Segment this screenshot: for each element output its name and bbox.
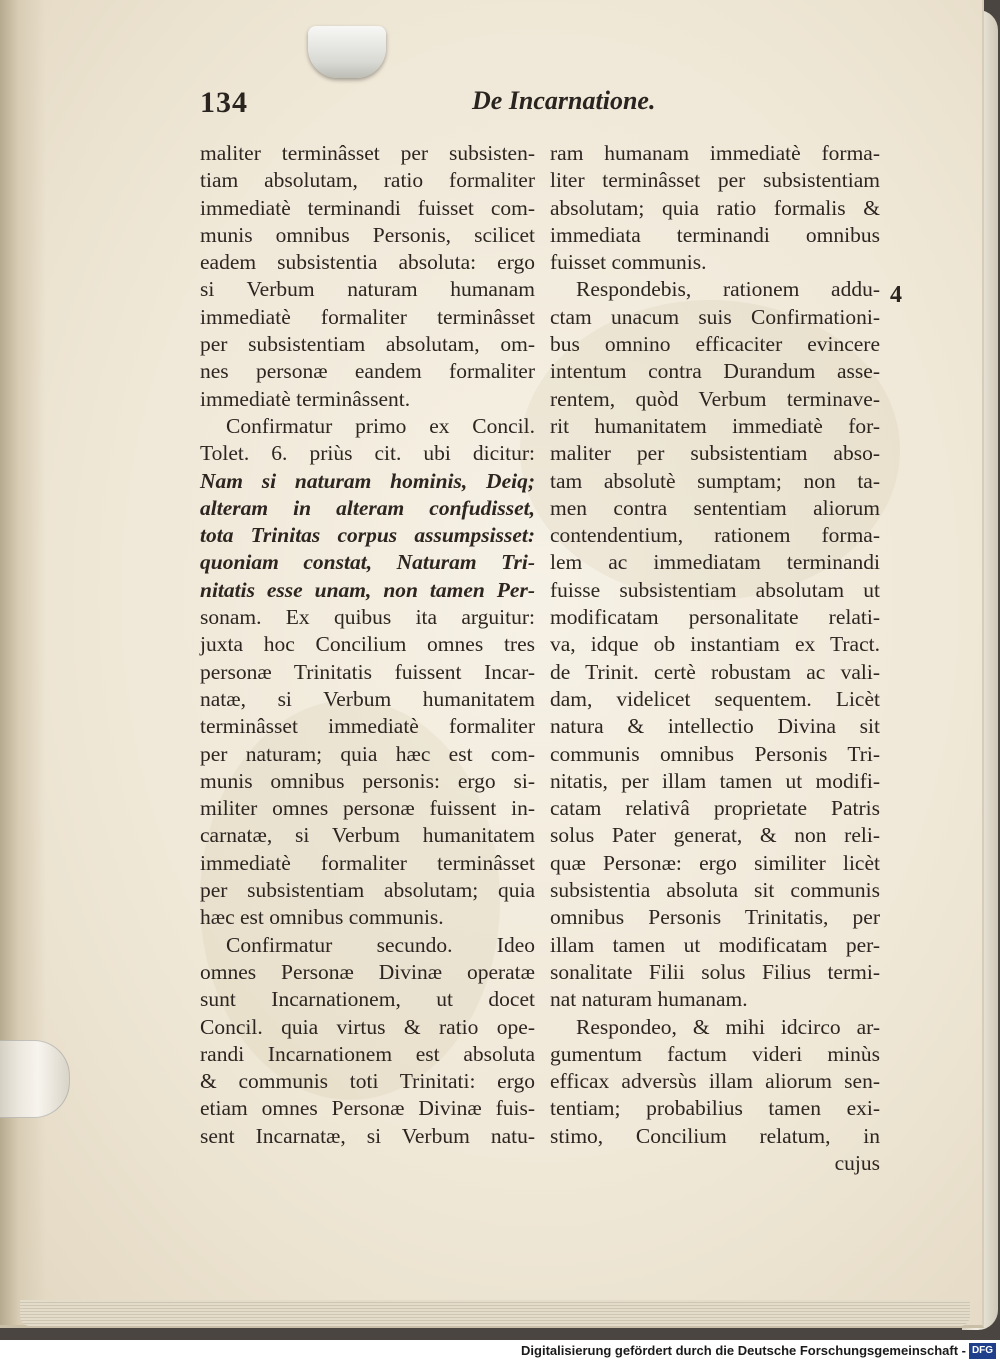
text-line: immediatè terminâssent. — [200, 386, 411, 411]
text-line: solus Pater generat, & non reli- — [550, 823, 880, 848]
text-line: va, idque ob instantiam ex Tract. — [550, 632, 880, 657]
right-column — [550, 140, 880, 1177]
left-column — [200, 140, 535, 1150]
quote-line: alteram in alteram confudisset, — [200, 495, 535, 520]
page-clip-left — [0, 1040, 70, 1118]
text-line: per naturam; quia hæc est com- — [200, 741, 535, 766]
quote-line: tota Trinitas corpus assumpsisset: — [200, 523, 535, 548]
text-line: per subsistentiam absolutam; quia — [200, 878, 535, 903]
text-line: immediatè formaliter terminâsset — [200, 304, 535, 329]
text-line: munis omnibus Personis, scilicet — [200, 222, 535, 247]
text-line: Tolet. 6. priùs cit. ubi dicitur: — [200, 441, 535, 466]
text-line: juxta hoc Concilium omnes tres — [200, 632, 535, 657]
text-line: randi Incarnationem est absoluta — [200, 1041, 535, 1066]
text-line: absolutam; quia ratio formalis & — [550, 195, 880, 220]
text-line: carnatæ, si Verbum humanitatem — [200, 823, 535, 848]
text-line: Respondebis, rationem addu- — [576, 277, 880, 302]
text-line: immediata terminandi omnibus — [550, 222, 880, 247]
text-line: communis omnibus Personis Tri- — [550, 741, 880, 766]
text-line: sonam. Ex quibus ita arguitur: — [200, 605, 535, 630]
dfg-logo: DFG — [969, 1343, 996, 1359]
text-line: sunt Incarnationem, ut docet — [200, 987, 535, 1012]
text-line: intentum contra Durandum asse- — [550, 359, 880, 384]
text-line: per subsistentiam absolutam, om- — [200, 332, 535, 357]
text-line: etiam omnes Personæ Divinæ fuis- — [200, 1096, 535, 1121]
page-stack-edge — [20, 1300, 970, 1326]
running-title: De Incarnatione. — [472, 86, 656, 115]
quote-line: quoniam constat, Naturam Tri- — [200, 550, 535, 575]
text-line: eadem subsistentia absoluta: ergo — [200, 250, 535, 275]
text-line: omnibus Personis Trinitatis, per — [550, 905, 880, 930]
text-line: subsistentia absoluta sit communis — [550, 878, 880, 903]
text-line: maliter terminâsset per subsisten- — [200, 141, 535, 165]
text-line: sonalitate Filii solus Filius termi- — [550, 959, 880, 984]
text-line: terminâsset immediatè formaliter — [200, 714, 535, 739]
text-line: de Trinit. certè robustam ac vali- — [550, 659, 880, 684]
text-line: nitatis, per illam tamen ut modifi- — [550, 768, 880, 793]
text-line: maliter per subsistentiam abso- — [550, 441, 880, 466]
text-line: militer omnes personæ fuissent in- — [200, 796, 535, 821]
text-line: fuisse subsistentiam absolutam ut — [550, 577, 880, 602]
text-line: immediatè terminandi fuisset com- — [200, 195, 535, 220]
running-header — [200, 80, 670, 130]
text-line: personæ Trinitatis fuissent Incar- — [200, 659, 535, 684]
quote-line: nitatis esse unam, non tamen Per- — [200, 577, 535, 602]
catchword: cujus — [834, 1150, 880, 1175]
text-line: men contra sententiam aliorum — [550, 495, 880, 520]
text-line: catam relativâ proprietate Patris — [550, 796, 880, 821]
text-line: gumentum factum videri minùs — [550, 1041, 880, 1066]
text-line: immediatè formaliter terminâsset — [200, 850, 535, 875]
text-line: efficax adversùs illam aliorum sen- — [550, 1069, 880, 1094]
text-line: illam tamen ut modificatam per- — [550, 932, 880, 957]
text-line: Confirmatur secundo. Ideo — [226, 932, 535, 957]
text-line: ram humanam immediatè forma- — [550, 141, 880, 165]
text-line: Confirmatur primo ex Concil. — [226, 413, 535, 438]
funding-note: Digitalisierung gefördert durch die Deutsche Forschungsgemeinschaft - — [521, 1343, 966, 1358]
text-line: contendentium, rationem forma- — [550, 523, 880, 548]
text-line: si Verbum naturam humanam — [200, 277, 535, 302]
text-line: & communis toti Trinitati: ergo — [200, 1069, 535, 1094]
text-line: tentiam; probabilius tamen exi- — [550, 1096, 880, 1121]
text-line: sent Incarnatæ, si Verbum natu- — [200, 1123, 535, 1148]
text-line: quæ Personæ: ergo similiter licèt — [550, 850, 880, 875]
text-line: nat naturam humanam. — [550, 987, 748, 1012]
text-line: rentem, quòd Verbum terminave- — [550, 386, 880, 411]
text-line: ctam unacum suis Confirmationi- — [550, 304, 880, 329]
text-line: natæ, si Verbum humanitatem — [200, 686, 535, 711]
text-line: lem ac immediatam terminandi — [550, 550, 880, 575]
text-line: Respondeo, & mihi idcirco ar- — [576, 1014, 880, 1039]
text-line: munis omnibus personis: ergo si- — [200, 768, 535, 793]
text-line: nes personæ eandem formaliter — [200, 359, 535, 384]
quote-line: Nam si naturam hominis, Deiq; — [200, 468, 535, 493]
text-line: tam absolutè sumptam; non ta- — [550, 468, 880, 493]
text-line: omnes Personæ Divinæ operatæ — [200, 959, 535, 984]
spine-shadow — [0, 0, 46, 1325]
page-clip-top — [308, 26, 386, 78]
text-line: tiam absolutam, ratio formaliter — [200, 168, 535, 193]
text-line: liter terminâsset per subsistentiam — [550, 168, 880, 193]
page-number: 134 — [200, 86, 248, 119]
funding-footer — [0, 1340, 1000, 1363]
marginal-number: 4 — [890, 282, 902, 308]
text-line: natura & intellectio Divina sit — [550, 714, 880, 739]
text-line: modificatam personalitate relati- — [550, 605, 880, 630]
text-line: fuisset communis. — [550, 250, 707, 275]
text-line: stimo, Concilium relatum, in — [550, 1123, 880, 1148]
text-line: Concil. quia virtus & ratio ope- — [200, 1014, 535, 1039]
text-line: dam, videlicet sequentem. Licèt — [550, 686, 880, 711]
text-line: hæc est omnibus communis. — [200, 905, 444, 930]
text-line: rit humanitatem immediatè for- — [550, 413, 880, 438]
text-line: bus omnino efficaciter evincere — [550, 332, 880, 357]
